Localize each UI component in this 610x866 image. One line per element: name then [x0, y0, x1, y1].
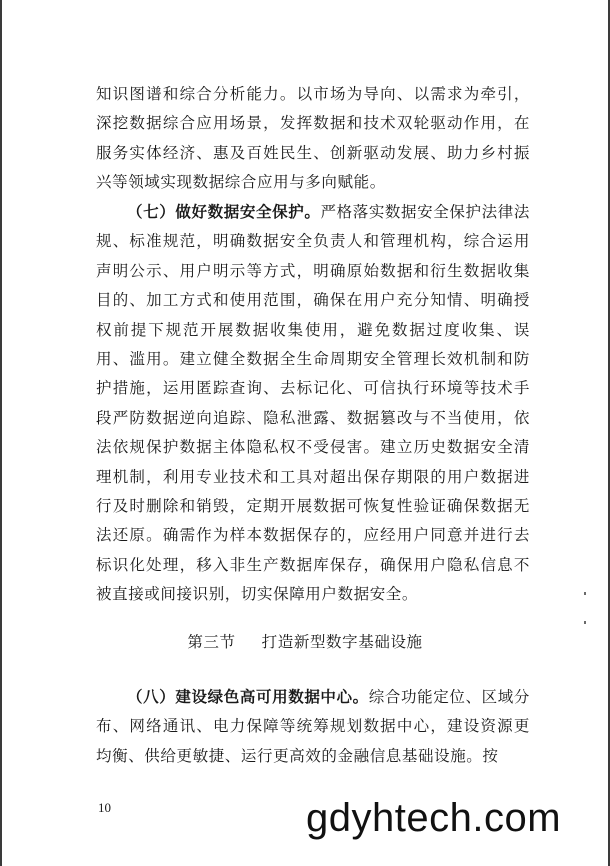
paragraph-data-security-body: 严格落实数据安全保护法律法规、标准规范，明确数据安全负责人和管理机构，综合运用声明公示、用户明示等方式，明确原始数据和衍生数据收集目的、加工方式和使用范围，确保在用户充分知情、明确授权前提下规范开展数据收集使用，避免数据过度收集、误用、滥用。建立健全数据全生命周期安全管理长效机制和防护措施，运用匿踪查询、去标记化、可信执行环境等技术手段严防数据逆向追踪、隐私泄露、数据篡改与不当使用，依法依规保护数据主体隐私权不受侵害。建立历史数据安全清理机制，利用专业技术和工具对超出保存期限的用户数据进行及时删除和销毁，定期开展数据可恢复性验证确保数据无法还原。确需作为样本数据保存的，应经用户同意并进行去标识化处理，移入非生产数据库保存，确保用户隐私信息不被直接或间接识别，切实保障用户数据安全。 — [96, 203, 530, 604]
scan-mark — [584, 592, 586, 595]
section-title: 打造新型数字基础设施 — [261, 633, 423, 651]
page-number: 10 — [98, 800, 111, 815]
paragraph-data-center — [96, 683, 530, 771]
page-left-edge — [0, 0, 2, 866]
paragraph-data-security-heading: （七）做好数据安全保护。 — [127, 203, 321, 221]
paragraph-1: 知识图谱和综合分析能力。以市场为导向、以需求为牵引，深挖数据综合应用场景，发挥数据和技术双轮驱动作用，在服务实体经济、惠及百姓民生、创新驱动发展、助力乡村振兴等领域实现数据综合应用与多向赋能。 — [96, 85, 530, 192]
scan-mark — [584, 621, 586, 624]
section-number: 第三节 — [187, 633, 236, 651]
paragraph-data-center-body: 综合功能定位、区域分布、网络通讯、电力保障等统筹规划数据中心，建设资源更均衡、供给更敏捷、运行更高效的金融信息基础设施。按 — [96, 688, 530, 765]
paragraph-data-center-heading: （八）建设绿色高可用数据中心。 — [127, 688, 369, 706]
paragraph-data-security — [96, 198, 530, 610]
watermark-logo: gdyhtech.com — [306, 796, 562, 840]
section-heading — [0, 630, 610, 652]
